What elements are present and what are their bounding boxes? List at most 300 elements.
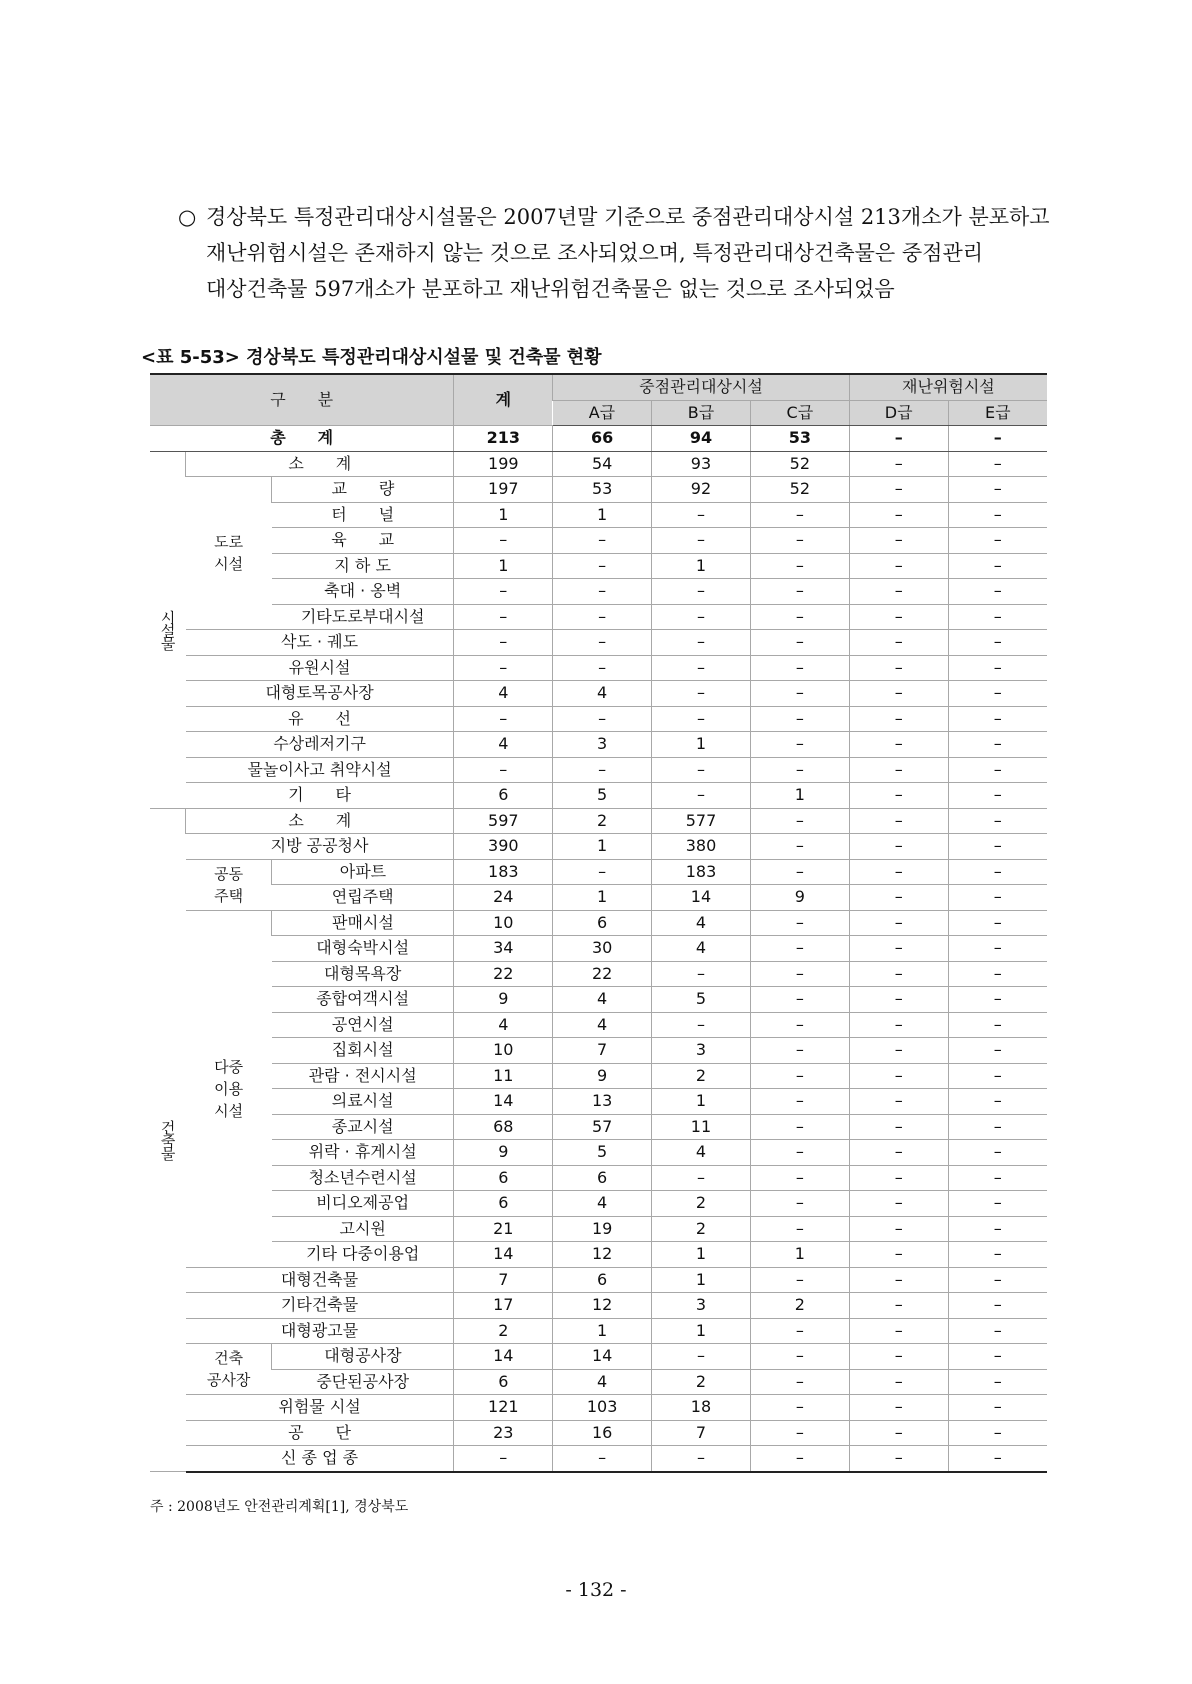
row-label: 판매시설 (272, 910, 454, 936)
cell-value: – (750, 1191, 849, 1217)
section-label-building: 건축물 (150, 808, 186, 1472)
cell-value: – (849, 732, 948, 758)
header-grade-b: B급 (652, 400, 751, 426)
cell-value: – (948, 961, 1047, 987)
cell-value: 13 (553, 1089, 652, 1115)
cell-value: – (750, 910, 849, 936)
cell-value: – (750, 1089, 849, 1115)
cell-value: – (849, 1165, 948, 1191)
cell-value: 34 (454, 936, 553, 962)
intro-line: 재난위험시설은 존재하지 않는 것으로 조사되었으며, 특정관리대상건축물은 중점관리 (206, 241, 984, 265)
cell-value: – (553, 604, 652, 630)
cell-value: 23 (454, 1420, 553, 1446)
cell-value: – (454, 1446, 553, 1472)
cell-value: 1 (454, 502, 553, 528)
cell-value: – (750, 1114, 849, 1140)
cell-value: – (849, 655, 948, 681)
row-label: 위험물 시설 (186, 1395, 454, 1421)
cell-value: 66 (553, 426, 652, 452)
cell-value: – (750, 528, 849, 554)
cell-value: 1 (652, 1267, 751, 1293)
table-row (150, 1395, 1047, 1421)
cell-value: – (553, 579, 652, 605)
cell-value: – (849, 477, 948, 503)
row-label: 비디오제공업 (272, 1191, 454, 1217)
cell-value: – (652, 579, 751, 605)
cell-value: – (750, 706, 849, 732)
cell-value: – (849, 426, 948, 452)
cell-value: 30 (553, 936, 652, 962)
cell-value: 14 (454, 1344, 553, 1370)
cell-value: – (948, 451, 1047, 477)
cell-value: 4 (553, 1012, 652, 1038)
cell-value: – (652, 681, 751, 707)
cell-value: 1 (652, 1242, 751, 1268)
cell-value: – (948, 808, 1047, 834)
row-label: 고시원 (272, 1216, 454, 1242)
cell-value: 21 (454, 1216, 553, 1242)
cell-value: – (948, 1395, 1047, 1421)
cell-value: – (849, 1267, 948, 1293)
row-label: 신 종 업 종 (186, 1446, 454, 1472)
cell-value: 53 (750, 426, 849, 452)
group-label-multi-use: 다중 이용 시설 (186, 910, 272, 1267)
row-label: 기 타 (186, 783, 454, 809)
cell-value: – (948, 502, 1047, 528)
cell-value: 7 (553, 1038, 652, 1064)
cell-value: – (849, 1369, 948, 1395)
cell-value: 5 (553, 1140, 652, 1166)
cell-value: 94 (652, 426, 751, 452)
cell-value: – (849, 961, 948, 987)
row-label: 대형숙박시설 (272, 936, 454, 962)
row-label: 지방 공공청사 (186, 834, 454, 860)
cell-value: 6 (454, 783, 553, 809)
cell-value: – (849, 910, 948, 936)
cell-value: – (750, 1140, 849, 1166)
cell-value: 2 (652, 1216, 751, 1242)
cell-value: 54 (553, 451, 652, 477)
table-row (150, 1089, 1047, 1115)
cell-value: – (948, 528, 1047, 554)
cell-value: – (553, 1446, 652, 1472)
cell-value: 16 (553, 1420, 652, 1446)
cell-value: – (948, 1293, 1047, 1319)
cell-value: – (948, 936, 1047, 962)
cell-value: 1 (454, 553, 553, 579)
cell-value: – (849, 885, 948, 911)
cell-value: – (948, 630, 1047, 656)
table-row (150, 1114, 1047, 1140)
cell-value: – (849, 1089, 948, 1115)
cell-value: – (849, 681, 948, 707)
table-row (150, 808, 1047, 834)
cell-value: 5 (652, 987, 751, 1013)
table-row (150, 1038, 1047, 1064)
cell-value: – (849, 783, 948, 809)
cell-value: – (948, 885, 1047, 911)
cell-value: – (948, 1318, 1047, 1344)
table-row-grand-total (150, 426, 1047, 452)
cell-value: 4 (553, 1191, 652, 1217)
cell-value: 4 (454, 732, 553, 758)
cell-value: 577 (652, 808, 751, 834)
cell-value: – (948, 732, 1047, 758)
table-row (150, 885, 1047, 911)
cell-value: 68 (454, 1114, 553, 1140)
table-row (150, 1446, 1047, 1472)
cell-value: – (849, 1114, 948, 1140)
cell-value: – (454, 579, 553, 605)
cell-value: – (454, 630, 553, 656)
row-label: 종교시설 (272, 1114, 454, 1140)
cell-value: – (849, 757, 948, 783)
cell-value: – (948, 1089, 1047, 1115)
cell-value: – (849, 834, 948, 860)
cell-value: 197 (454, 477, 553, 503)
intro-line: 경상북도 특정관리대상시설물은 2007년말 기준으로 중점관리대상시설 213개소가 분포하고 (206, 205, 1050, 229)
cell-value: 1 (652, 1089, 751, 1115)
row-label: 소 계 (186, 808, 454, 834)
cell-value: 199 (454, 451, 553, 477)
cell-value: – (750, 1395, 849, 1421)
table-row (150, 1318, 1047, 1344)
cell-value: 92 (652, 477, 751, 503)
cell-value: – (750, 1216, 849, 1242)
cell-value: 57 (553, 1114, 652, 1140)
cell-value: – (948, 834, 1047, 860)
cell-value: – (948, 1420, 1047, 1446)
cell-value: – (553, 528, 652, 554)
intro-line: 대상건축물 597개소가 분포하고 재난위험건축물은 없는 것으로 조사되었음 (206, 277, 895, 301)
row-label: 기타도로부대시설 (272, 604, 454, 630)
header-grade-e: E급 (948, 400, 1047, 426)
row-label: 총 계 (150, 426, 454, 452)
group-label-construction: 건축 공사장 (186, 1344, 272, 1395)
table-row (150, 681, 1047, 707)
cell-value: 103 (553, 1395, 652, 1421)
cell-value: – (849, 1242, 948, 1268)
table-row (150, 1267, 1047, 1293)
cell-value: – (948, 553, 1047, 579)
row-label: 대형토목공사장 (186, 681, 454, 707)
table-row (150, 655, 1047, 681)
table-row (150, 528, 1047, 554)
cell-value: 5 (553, 783, 652, 809)
cell-value: – (454, 757, 553, 783)
cell-value: – (652, 706, 751, 732)
cell-value: – (750, 1165, 849, 1191)
cell-value: – (750, 859, 849, 885)
table-row (150, 732, 1047, 758)
table-row (150, 859, 1047, 885)
cell-value: – (849, 1395, 948, 1421)
cell-value: – (652, 630, 751, 656)
cell-value: – (750, 1318, 849, 1344)
cell-value: 4 (652, 1140, 751, 1166)
cell-value: – (948, 910, 1047, 936)
row-label: 의료시설 (272, 1089, 454, 1115)
cell-value: 14 (454, 1089, 553, 1115)
cell-value: – (553, 859, 652, 885)
table-row (150, 553, 1047, 579)
cell-value: 4 (652, 910, 751, 936)
cell-value: – (750, 936, 849, 962)
cell-value: – (948, 1216, 1047, 1242)
cell-value: 19 (553, 1216, 652, 1242)
header-grade-c: C급 (750, 400, 849, 426)
table-row (150, 936, 1047, 962)
cell-value: – (553, 630, 652, 656)
cell-value: 6 (454, 1165, 553, 1191)
cell-value: – (849, 579, 948, 605)
row-label: 물놀이사고 취약시설 (186, 757, 454, 783)
cell-value: 14 (553, 1344, 652, 1370)
cell-value: 1 (553, 502, 652, 528)
cell-value: – (750, 1038, 849, 1064)
row-label: 대형목욕장 (272, 961, 454, 987)
row-label: 종합여객시설 (272, 987, 454, 1013)
cell-value: – (750, 987, 849, 1013)
cell-value: – (849, 1038, 948, 1064)
row-label: 집회시설 (272, 1038, 454, 1064)
table-row (150, 1191, 1047, 1217)
header-gubun: 구 분 (150, 374, 454, 426)
row-label: 육 교 (272, 528, 454, 554)
cell-value: – (553, 757, 652, 783)
cell-value: 6 (553, 1165, 652, 1191)
cell-value: 380 (652, 834, 751, 860)
table-row (150, 477, 1047, 503)
cell-value: 12 (553, 1293, 652, 1319)
cell-value: 11 (454, 1063, 553, 1089)
row-label: 대형건축물 (186, 1267, 454, 1293)
cell-value: 2 (553, 808, 652, 834)
cell-value: – (849, 1140, 948, 1166)
cell-value: – (750, 757, 849, 783)
cell-value: – (849, 528, 948, 554)
cell-value: – (849, 1293, 948, 1319)
row-label: 중단된공사장 (272, 1369, 454, 1395)
cell-value: – (948, 1369, 1047, 1395)
cell-value: 1 (750, 1242, 849, 1268)
row-label: 교 량 (272, 477, 454, 503)
cell-value: – (750, 1446, 849, 1472)
cell-value: – (652, 1446, 751, 1472)
table-row (150, 706, 1047, 732)
cell-value: – (652, 528, 751, 554)
cell-value: – (849, 451, 948, 477)
cell-value: – (948, 1267, 1047, 1293)
header-group-hazard: 재난위험시설 (849, 374, 1047, 400)
facility-status-table (150, 373, 1047, 1473)
table-row (150, 579, 1047, 605)
cell-value: – (849, 859, 948, 885)
cell-value: – (849, 1216, 948, 1242)
row-label: 소 계 (186, 451, 454, 477)
cell-value: – (948, 1140, 1047, 1166)
cell-value: – (652, 783, 751, 809)
row-label: 청소년수련시설 (272, 1165, 454, 1191)
cell-value: – (750, 1267, 849, 1293)
row-label: 기타건축물 (186, 1293, 454, 1319)
cell-value: 9 (553, 1063, 652, 1089)
table-row (150, 757, 1047, 783)
cell-value: – (750, 502, 849, 528)
cell-value: – (454, 655, 553, 681)
cell-value: – (553, 706, 652, 732)
cell-value: – (750, 1012, 849, 1038)
bullet-icon: ○ (178, 205, 197, 229)
cell-value: 10 (454, 1038, 553, 1064)
cell-value: 17 (454, 1293, 553, 1319)
cell-value: – (849, 1446, 948, 1472)
cell-value: 52 (750, 477, 849, 503)
cell-value: 10 (454, 910, 553, 936)
cell-value: 1 (553, 834, 652, 860)
cell-value: 390 (454, 834, 553, 860)
cell-value: 3 (652, 1038, 751, 1064)
cell-value: – (849, 706, 948, 732)
cell-value: – (948, 1191, 1047, 1217)
cell-value: 93 (652, 451, 751, 477)
row-label: 아파트 (272, 859, 454, 885)
table-row (150, 1242, 1047, 1268)
cell-value: – (750, 834, 849, 860)
table-row (150, 783, 1047, 809)
row-label: 지 하 도 (272, 553, 454, 579)
cell-value: 3 (553, 732, 652, 758)
cell-value: – (948, 604, 1047, 630)
table-row (150, 1140, 1047, 1166)
cell-value: – (454, 604, 553, 630)
header-grade-a: A급 (553, 400, 652, 426)
cell-value: 4 (553, 987, 652, 1013)
cell-value: – (948, 1012, 1047, 1038)
cell-value: – (948, 426, 1047, 452)
cell-value: 183 (454, 859, 553, 885)
cell-value: 7 (454, 1267, 553, 1293)
cell-value: 6 (553, 1267, 652, 1293)
cell-value: 24 (454, 885, 553, 911)
cell-value: 52 (750, 451, 849, 477)
table-row (150, 1369, 1047, 1395)
cell-value: 1 (652, 732, 751, 758)
table-row (150, 451, 1047, 477)
cell-value: 14 (652, 885, 751, 911)
row-label: 관람 · 전시시설 (272, 1063, 454, 1089)
cell-value: – (652, 604, 751, 630)
cell-value: – (750, 961, 849, 987)
intro-paragraph (178, 199, 1058, 307)
cell-value: – (849, 604, 948, 630)
cell-value: – (948, 1114, 1047, 1140)
cell-value: 1 (652, 1318, 751, 1344)
row-label: 유 선 (186, 706, 454, 732)
cell-value: – (652, 655, 751, 681)
cell-value: – (849, 1012, 948, 1038)
source-note: 주 : 2008년도 안전관리계획[1], 경상북도 (150, 1499, 409, 1515)
row-label: 삭도 · 궤도 (186, 630, 454, 656)
cell-value: 1 (553, 885, 652, 911)
table-row (150, 1012, 1047, 1038)
cell-value: – (849, 502, 948, 528)
cell-value: 4 (553, 1369, 652, 1395)
cell-value: – (750, 1420, 849, 1446)
cell-value: – (849, 1420, 948, 1446)
cell-value: 9 (750, 885, 849, 911)
cell-value: – (948, 1446, 1047, 1472)
table-row (150, 1165, 1047, 1191)
cell-value: – (849, 1063, 948, 1089)
cell-value: – (454, 706, 553, 732)
cell-value: – (849, 1191, 948, 1217)
cell-value: – (553, 655, 652, 681)
cell-value: 4 (454, 681, 553, 707)
row-label: 수상레저기구 (186, 732, 454, 758)
cell-value: – (553, 553, 652, 579)
table-row (150, 910, 1047, 936)
page-number: - 132 - (565, 1579, 627, 1601)
cell-value: – (948, 987, 1047, 1013)
table-row (150, 1420, 1047, 1446)
cell-value: 2 (454, 1318, 553, 1344)
cell-value: – (948, 477, 1047, 503)
cell-value: – (849, 936, 948, 962)
cell-value: – (652, 1012, 751, 1038)
table-row (150, 961, 1047, 987)
row-label: 기타 다중이용업 (272, 1242, 454, 1268)
cell-value: 6 (553, 910, 652, 936)
cell-value: 3 (652, 1293, 751, 1319)
cell-value: 22 (454, 961, 553, 987)
cell-value: – (948, 655, 1047, 681)
cell-value: – (652, 757, 751, 783)
cell-value: 4 (553, 681, 652, 707)
cell-value: – (948, 1063, 1047, 1089)
row-label: 연립주택 (272, 885, 454, 911)
cell-value: – (750, 579, 849, 605)
cell-value: – (750, 630, 849, 656)
cell-value: – (750, 655, 849, 681)
cell-value: – (652, 1165, 751, 1191)
row-label: 공연시설 (272, 1012, 454, 1038)
cell-value: 18 (652, 1395, 751, 1421)
cell-value: – (750, 604, 849, 630)
cell-value: – (652, 502, 751, 528)
cell-value: 183 (652, 859, 751, 885)
cell-value: 6 (454, 1369, 553, 1395)
header-grade-d: D급 (849, 400, 948, 426)
cell-value: – (750, 553, 849, 579)
table-caption: <표 5-53> 경상북도 특정관리대상시설물 및 건축물 현황 (141, 347, 602, 368)
row-label: 위락 · 휴게시설 (272, 1140, 454, 1166)
table-row (150, 604, 1047, 630)
cell-value: 12 (553, 1242, 652, 1268)
cell-value: – (948, 1165, 1047, 1191)
table-row (150, 987, 1047, 1013)
table-row (150, 1344, 1047, 1370)
cell-value: 121 (454, 1395, 553, 1421)
cell-value: 7 (652, 1420, 751, 1446)
row-label: 터 널 (272, 502, 454, 528)
cell-value: 2 (652, 1369, 751, 1395)
cell-value: – (948, 579, 1047, 605)
cell-value: – (948, 1038, 1047, 1064)
cell-value: 4 (454, 1012, 553, 1038)
cell-value: – (849, 808, 948, 834)
table-row (150, 630, 1047, 656)
